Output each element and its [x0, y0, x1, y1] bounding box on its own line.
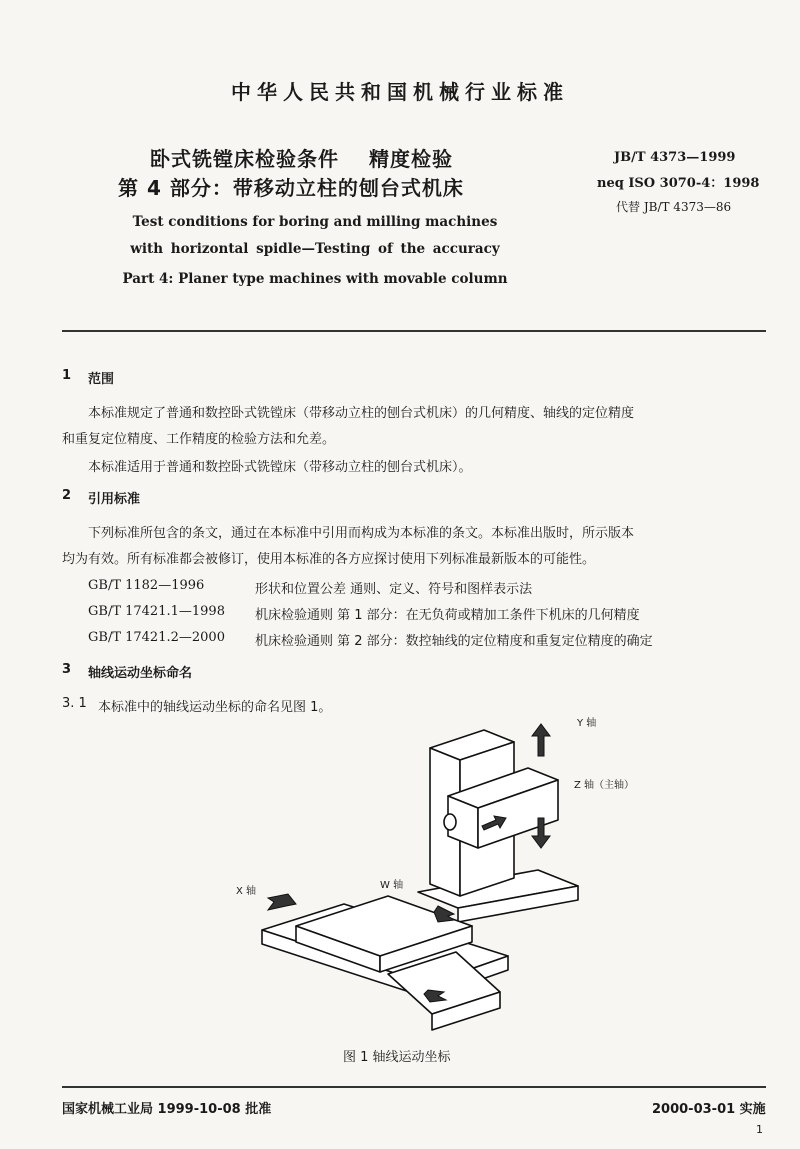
replaces-standard: 代替 JB/T 4373—86	[616, 200, 732, 214]
section-1-para2: 本标准适用于普通和数控卧式铣镗床（带移动立柱的刨台式机床）。	[88, 460, 472, 475]
reference-code: GB/T 17421.2—2000	[88, 630, 225, 645]
section-1-title: 范围	[88, 372, 115, 387]
reference-title: 机床检验通则 第 2 部分：数控轴线的定位精度和重复定位精度的确定	[255, 634, 653, 649]
section-1-para1-line2: 和重复定位精度、工作精度的检验方法和允差。	[62, 432, 336, 447]
iso-equivalence: neq ISO 3070-4：1998	[597, 176, 760, 191]
spindle	[444, 814, 456, 830]
subsection-3-1-number: 3. 1	[62, 696, 87, 711]
figure-caption: 图 1 轴线运动坐标	[343, 1050, 451, 1065]
section-1-number: 1	[62, 368, 72, 383]
w-axis-label: W 轴	[380, 880, 404, 891]
z-axis-label: Z 轴（主轴）	[574, 780, 635, 791]
subsection-3-1-text: 本标准中的轴线运动坐标的命名见图 1。	[98, 700, 332, 715]
page-number: 1	[756, 1123, 763, 1136]
x-axis-arrow	[268, 894, 296, 910]
reference-code: GB/T 17421.1—1998	[88, 604, 225, 619]
standard-category: 中华人民共和国机械行业标准	[231, 80, 569, 104]
title-en-line1: Test conditions for boring and milling machines	[132, 214, 498, 230]
y-axis-arrow-up	[532, 724, 550, 756]
title-zh-line2: 第 4 部分：带移动立柱的刨台式机床	[118, 176, 464, 200]
reference-title: 形状和位置公差 通则、定义、符号和图样表示法	[255, 582, 533, 597]
standard-code: JB/T 4373—1999	[614, 150, 736, 165]
title-en-line2: with horizontal spidle—Testing of the accuracy	[130, 241, 500, 257]
section-2-para-line2: 均为有效。所有标准都会被修订，使用本标准的各方应探讨使用下列标准最新版本的可能性。	[62, 552, 596, 567]
section-1-para1-line1: 本标准规定了普通和数控卧式铣镗床（带移动立柱的刨台式机床）的几何精度、轴线的定位精度	[88, 406, 635, 421]
x-axis-label: X 轴	[236, 886, 257, 897]
reference-code: GB/T 1182—1996	[88, 578, 205, 593]
section-2-para-line1: 下列标准所包含的条文，通过在本标准中引用而构成为本标准的条文。本标准出版时，所示版本	[88, 526, 635, 541]
axis-diagram	[238, 708, 658, 1036]
header-divider	[62, 330, 766, 332]
y-axis-label: Y 轴	[577, 718, 597, 729]
section-3-title: 轴线运动坐标命名	[88, 666, 193, 681]
section-3-number: 3	[62, 662, 72, 677]
w-axis-arrow	[434, 906, 454, 922]
footer-divider	[62, 1086, 766, 1088]
title-en-line3: Part 4: Planer type machines with movable column	[122, 271, 508, 287]
title-zh-part-a: 卧式铣镗床检验条件	[150, 147, 339, 171]
approval-line: 国家机械工业局 1999-10-08 批准	[62, 1102, 272, 1117]
section-2-number: 2	[62, 488, 72, 503]
section-2-title: 引用标准	[88, 492, 141, 507]
title-zh-part-b: 精度检验	[369, 147, 453, 171]
effective-date: 2000-03-01 实施	[652, 1102, 766, 1117]
title-zh-line1	[150, 143, 453, 172]
reference-title: 机床检验通则 第 1 部分：在无负荷或精加工条件下机床的几何精度	[255, 608, 640, 623]
